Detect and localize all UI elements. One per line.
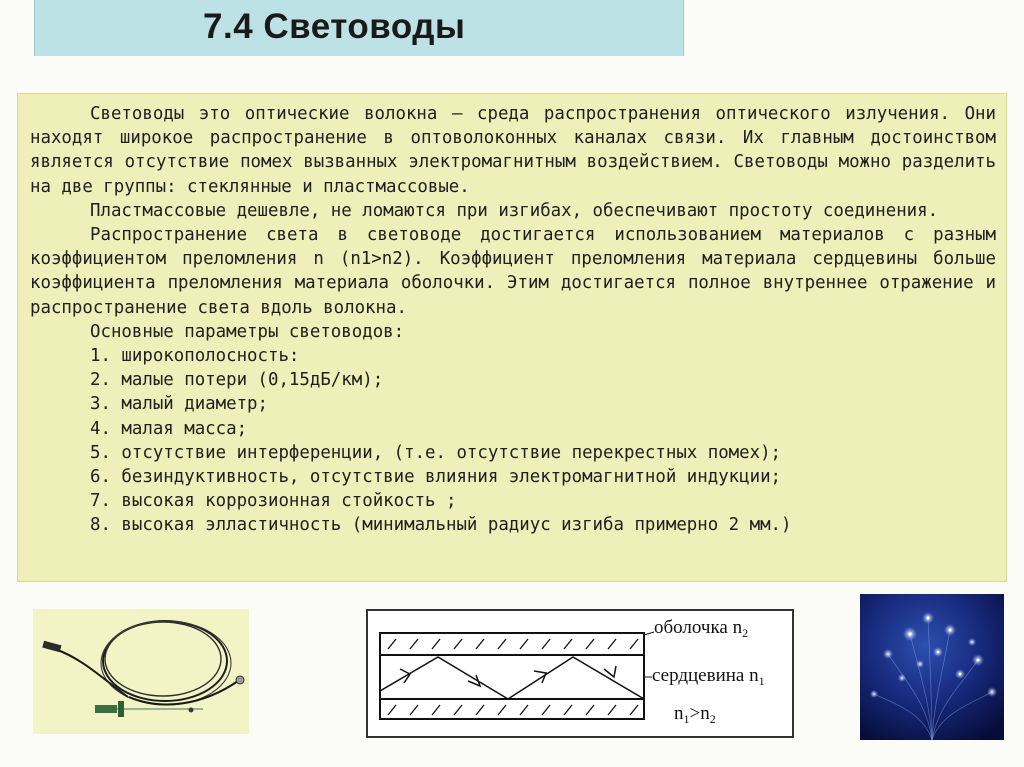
paragraph-intro: Световоды это оптические волокна – среда распространения оптического излучения. Они находят широкое распространение в оптоволоконных каналах связи. Их главным достоинством является отсутствие помех вызванных электромагнитным воздействием. Световоды можно разделить на две группы: стеклянные и пластмассовые. bbox=[30, 104, 996, 197]
list-item: 8. высокая элластичность (минимальный радиус изгиба примерно 2 мм.) bbox=[90, 515, 792, 536]
body-text bbox=[30, 102, 996, 538]
list-item: 3. малый диаметр; bbox=[90, 394, 268, 415]
fiber-optics-illustration bbox=[860, 594, 1004, 740]
fiber-diagram bbox=[366, 609, 794, 738]
list-item: 4. малая масса; bbox=[90, 418, 248, 439]
content-panel bbox=[17, 93, 1007, 582]
fiber-cable-photo bbox=[33, 609, 249, 734]
list-item: 6. безиндуктивность, отсутствие влияния электромагнитной индукции; bbox=[90, 467, 782, 488]
paragraph-propagation: Распространение света в световоде достигается использованием материалов с разным коэффициентом преломления n (n1>n2). Коэффициент преломления материала сердцевины больше коэффициента преломления материала оболочки. Этим достигается полное внутреннее отражение и распространение света вдоль волокна. bbox=[30, 225, 996, 318]
fiber-cable-illustration bbox=[33, 609, 249, 734]
title-banner bbox=[34, 0, 684, 56]
refractive-relation: $n_1>n_2$ bbox=[674, 703, 716, 726]
list-item: 2. малые потери (0,15дБ/км); bbox=[90, 370, 384, 391]
slide-title: 7.4 Световоды bbox=[203, 7, 466, 46]
list-item: 1. широкополосность: bbox=[90, 346, 300, 367]
cladding-label: оболочка $n_2$ bbox=[654, 617, 749, 640]
paragraph-plastic: Пластмассовые дешевле, не ломаются при изгибах, обеспечивают простоту соединения. bbox=[90, 200, 939, 221]
core-label: сердцевина $n_1$ bbox=[652, 665, 765, 688]
list-item: 7. высокая коррозионная стойкость ; bbox=[90, 491, 457, 512]
fiber-optics-photo bbox=[860, 594, 1004, 740]
parameters-heading: Основные параметры световодов: bbox=[90, 321, 405, 342]
list-item: 5. отсутствие интерференции, (т.е. отсутствие перекрестных помех); bbox=[90, 442, 782, 463]
